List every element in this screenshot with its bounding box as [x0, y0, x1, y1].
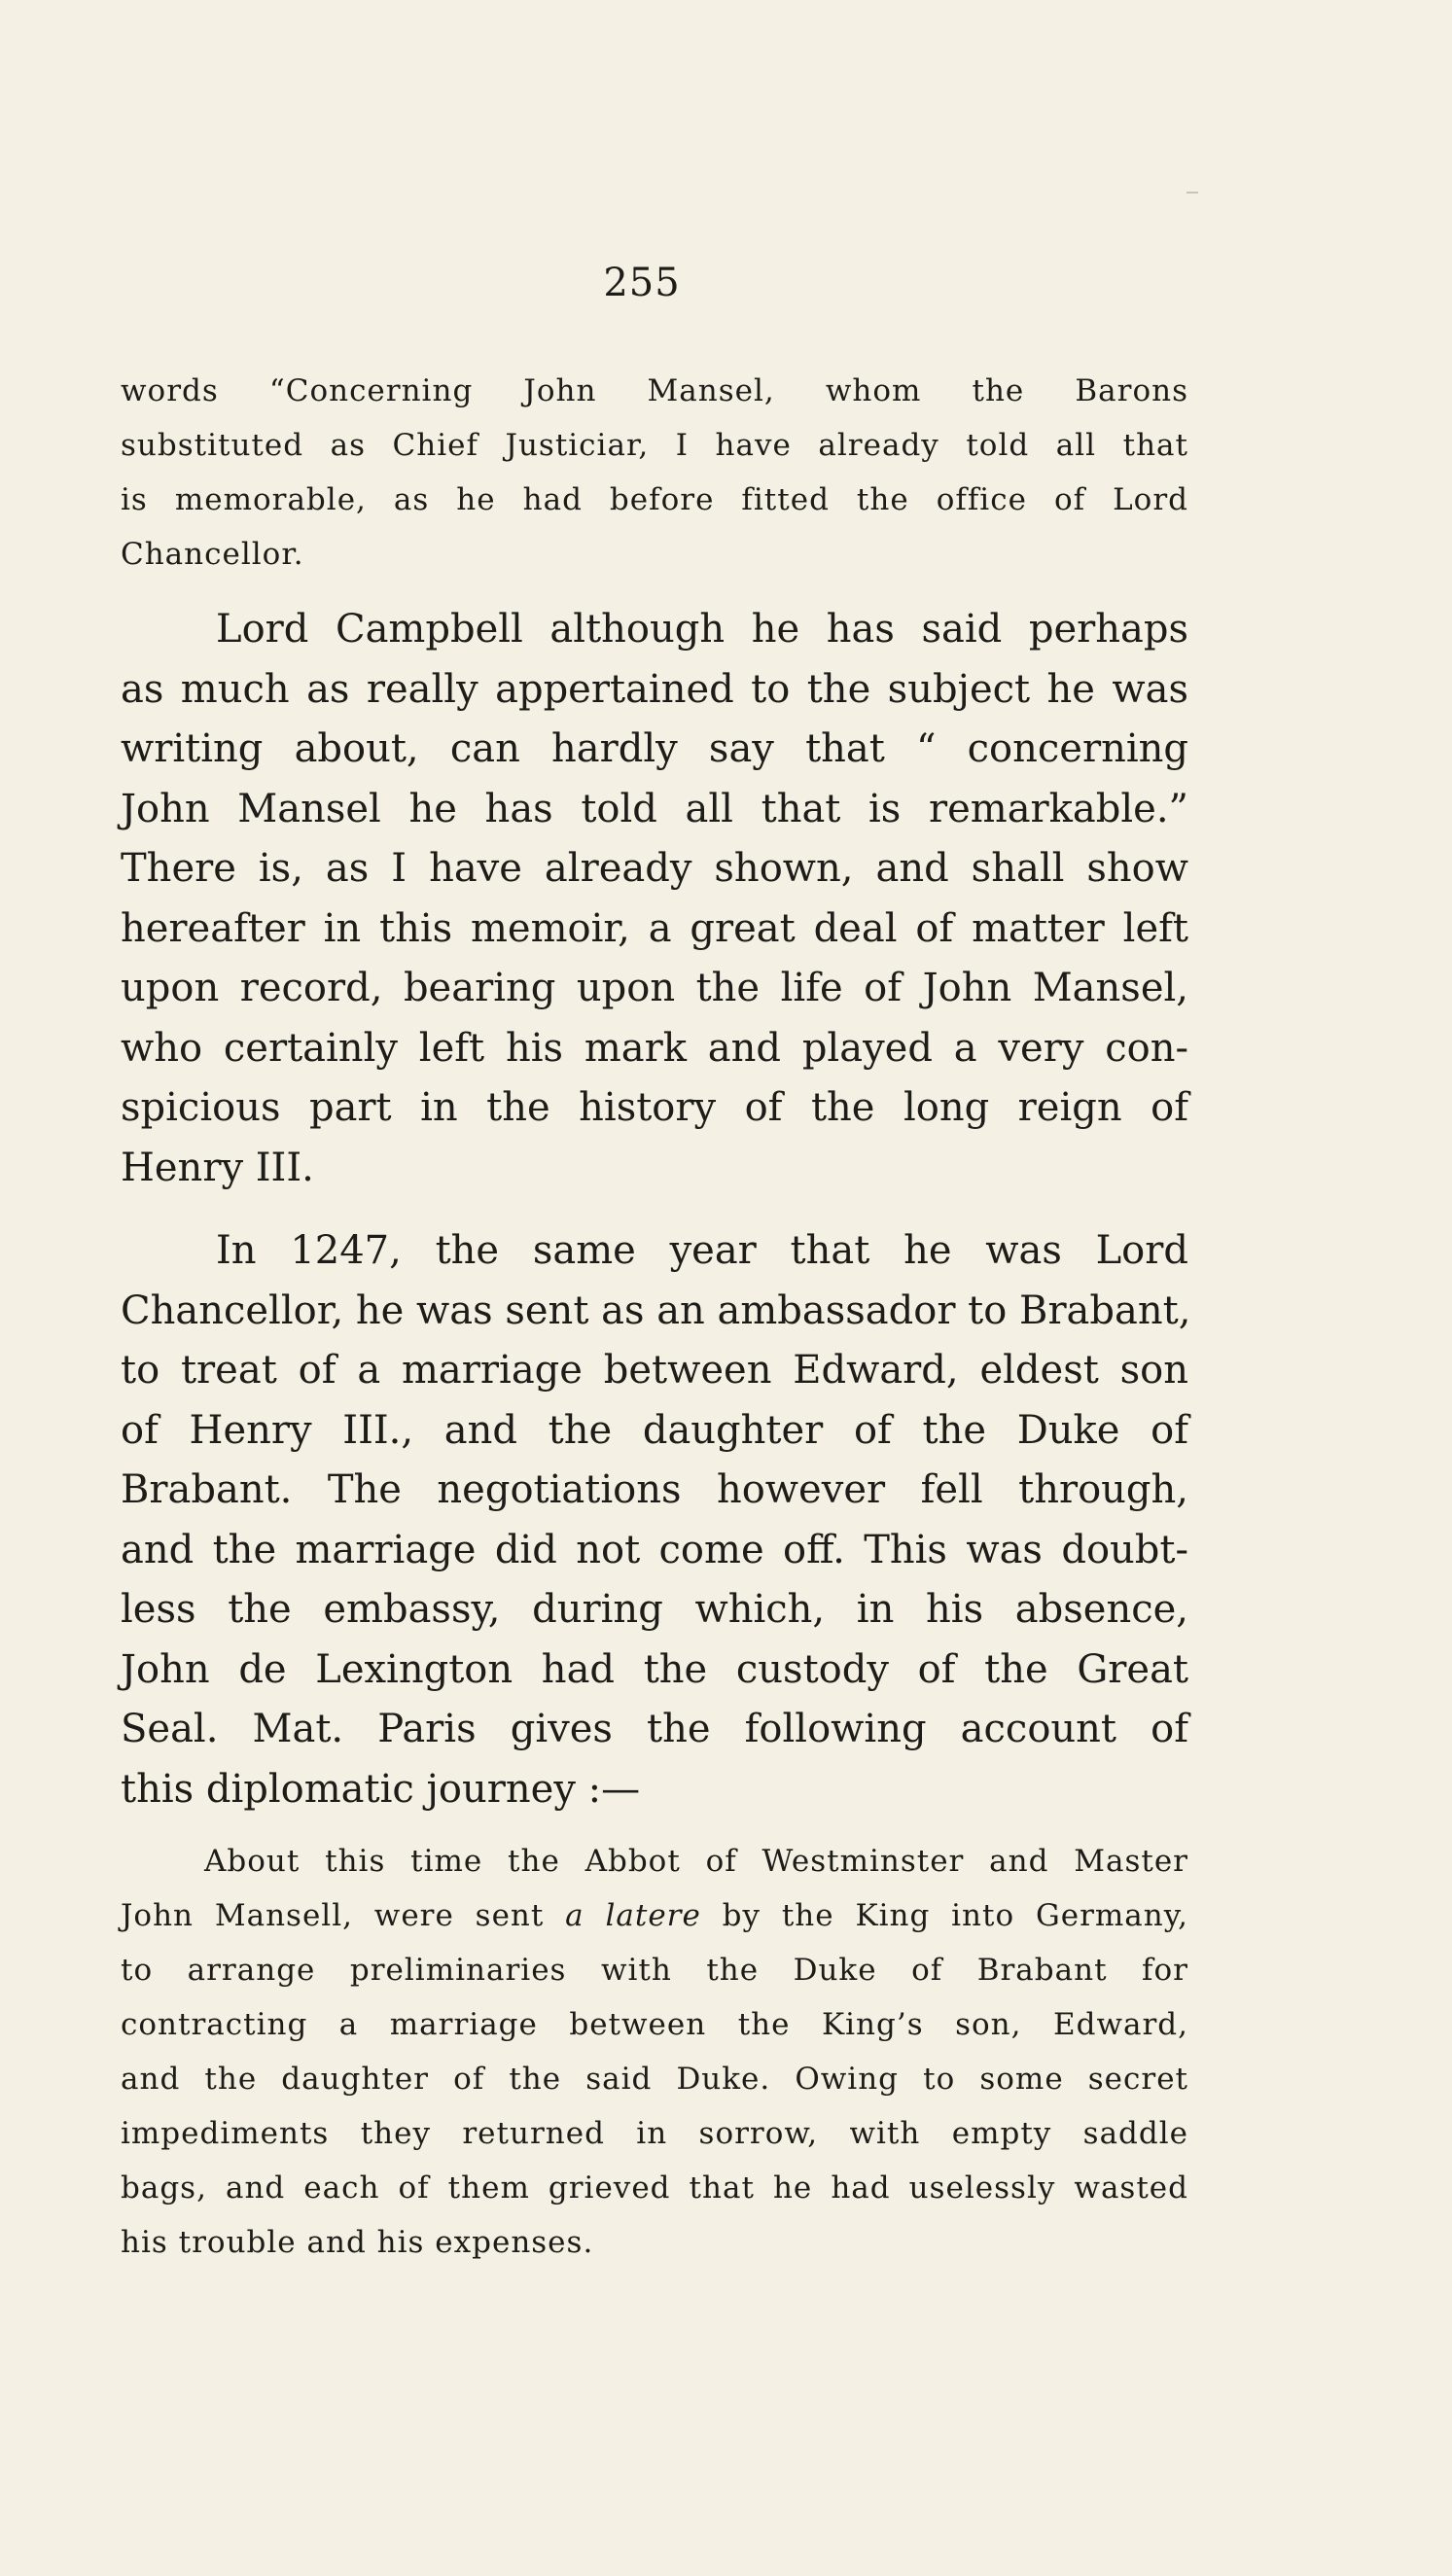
italic-phrase: a latere: [565, 1898, 701, 1933]
quote-line: [121, 1888, 1188, 1943]
page-number: 255: [603, 261, 681, 305]
paper-speck: [1186, 192, 1198, 194]
text-line: hereafter in this memoir, a great deal of matter left: [121, 905, 1188, 951]
text-line: as much as really appertained to the subject he was: [121, 666, 1188, 712]
text-line: In 1247, the same year that he was Lord: [216, 1228, 1188, 1273]
paragraph-continuation: [121, 364, 1188, 582]
text-line: Seal. Mat. Paris gives the following account of: [121, 1707, 1188, 1751]
text-line: upon record, bearing upon the life of John Mansel,: [121, 966, 1188, 1010]
quote-line: and the daughter of the said Duke. Owing to some secret: [121, 2062, 1188, 2097]
text-line: this diplomatic journey :—: [121, 1766, 641, 1812]
text-line: is memorable, as he had before fitted the office of Lord: [121, 482, 1188, 517]
quote-line: contracting a marriage between the King’s son, Edward,: [121, 2007, 1188, 2042]
paragraph-campbell: [121, 600, 1188, 1198]
text-line: Chancellor, he was sent as an ambassador to Brabant,: [121, 1288, 1191, 1333]
text-line: Chancellor.: [121, 537, 304, 572]
quote-line: his trouble and his expenses.: [121, 2225, 594, 2260]
text-line: to treat of a marriage between Edward, eldest son: [121, 1348, 1188, 1393]
block-quotation: [121, 1834, 1188, 2270]
text-line: and the marriage did not come off. This was doubt-: [121, 1527, 1188, 1572]
quote-text: John Mansell, were sent: [121, 1898, 566, 1933]
quote-line: to arrange preliminaries with the Duke of Brabant for: [121, 1953, 1188, 1988]
text-line: substituted as Chief Justiciar, I have already told all that: [121, 428, 1188, 463]
paragraph-embassy: [121, 1221, 1191, 1819]
text-line: less the embassy, during which, in his absence,: [121, 1587, 1188, 1632]
text-line: Brabant. The negotiations however fell through,: [121, 1467, 1188, 1512]
text-line: spicious part in the history of the long reign of: [121, 1085, 1188, 1130]
text-line: Henry III.: [121, 1145, 314, 1190]
text-line: John de Lexington had the custody of the Great: [121, 1646, 1188, 1692]
text-line: John Mansel he has told all that is remarkable.”: [121, 786, 1188, 831]
text-line: words “Concerning John Mansel, whom the Barons: [121, 373, 1188, 408]
text-line: who certainly left his mark and played a very con-: [121, 1025, 1188, 1071]
quote-line: About this time the Abbot of Westminster and Master: [204, 1844, 1188, 1879]
quote-line: bags, and each of them grieved that he had uselessly wasted: [121, 2170, 1188, 2205]
text-line: of Henry III., and the daughter of the Duke of: [121, 1407, 1188, 1453]
quote-text: by the King into Germany,: [700, 1898, 1188, 1933]
text-line: writing about, can hardly say that “ concerning: [121, 726, 1188, 771]
text-line: Lord Campbell although he has said perhaps: [216, 607, 1188, 652]
text-line: There is, as I have already shown, and shall show: [121, 846, 1188, 891]
quote-line: impediments they returned in sorrow, with empty saddle: [121, 2116, 1188, 2151]
